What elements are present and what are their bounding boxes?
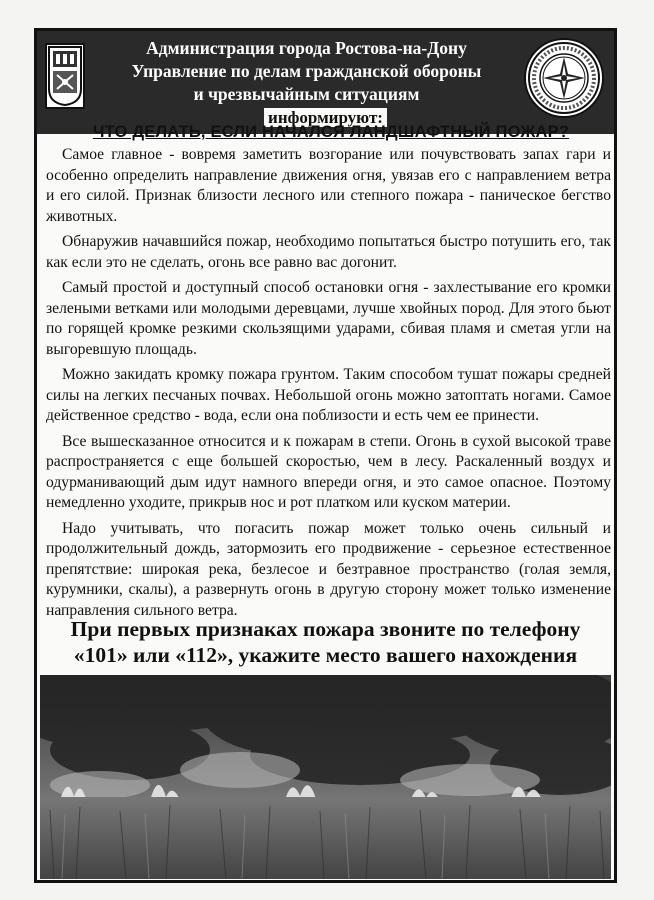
paragraph: Надо учитывать, что погасить пожар может только очень сильный и продолжительный дождь, затормозить его продвижение - серьезное естественное препятствие: широкая река, безлесое и безтравное пространство (голая земля, курумники, скалы), а развернуть огонь в другую сторону может только изменение направления сильного ветра. — [46, 519, 611, 619]
paragraph: Самое главное - вовремя заметить возгорание или почувствовать запах гари и особенно определить направление движения огня, увязав его с направлением ветра и его силой. Признак близости лесного или степного пожара - паническое бегство животных. — [46, 146, 611, 225]
header-title — [95, 37, 518, 106]
callout-line-2: «101» или «112», укажите место вашего нахождения — [73, 643, 578, 667]
page-title: ЧТО ДЕЛАТЬ, ЕСЛИ НАЧАЛСЯ ЛАНДШАФТНЫЙ ПОЖАР? — [92, 123, 570, 141]
header-line-1: Администрация города Ростова-на-Дону — [146, 38, 467, 58]
wildfire-photo — [40, 675, 611, 879]
body-text — [46, 145, 611, 626]
emergency-call-notice — [37, 616, 614, 668]
callout-line-1: При первых признаках пожара звоните по телефону — [70, 617, 581, 641]
header-line-2: Управление по делам гражданской обороны — [131, 61, 482, 81]
paragraph: Самый простой и доступный способ остановки огня - захлестывание его кромки зелеными ветками или молодыми деревцами, лучше хвойных пород. Для этого бьют по горящей кромке резкими скользящими ударами, сбивая пламя и сметая угли на выгоревшую площадь. — [46, 279, 611, 358]
emergency-service-seal-icon — [524, 38, 604, 118]
paragraph: Все вышесказанное относится и к пожарам в степи. Огонь в сухой высокой траве распространяется с еще большей скоростью, чем в лесу. Раскаленный воздух и одурманивающий дым идут намного впереди огня, и это самое опасное. Поэтому немедленно уходите, прикрыв нос и рот платком или куском материи. — [46, 432, 611, 511]
informs-label: информируют: — [37, 108, 614, 128]
city-coat-of-arms-icon — [45, 43, 85, 109]
header-line-3: и чрезвычайным ситуациям — [193, 84, 420, 104]
paragraph: Обнаружив начавшийся пожар, необходимо попытаться быстро потушить его, так как если это не сделать, огонь все равно вас догонит. — [46, 233, 611, 271]
leaflet-page — [34, 28, 617, 883]
paragraph: Можно закидать кромку пожара грунтом. Таким способом тушат пожары средней силы на легких песчаных почвах. Небольшой огонь можно затоптать ногами. Самое действенное средство - вода, если она поблизости и есть чем ее принести. — [46, 366, 611, 424]
